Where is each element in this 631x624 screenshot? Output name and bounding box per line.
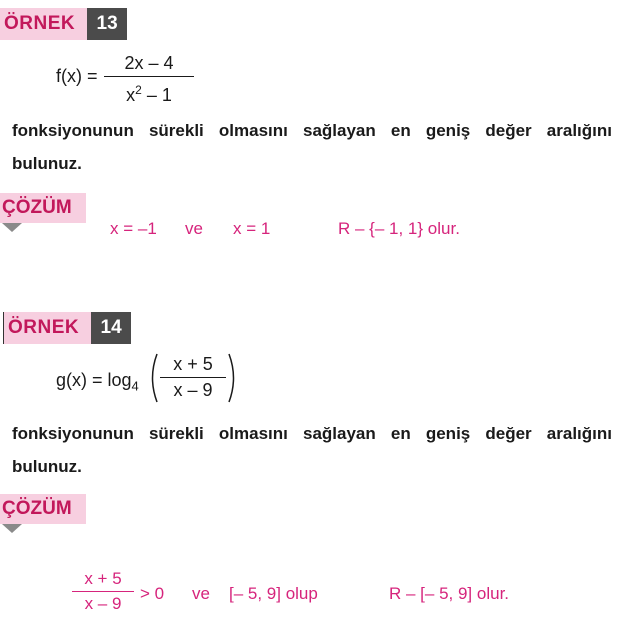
log-base: 4 [131, 378, 139, 394]
denominator-rest: – 1 [141, 85, 172, 105]
function-g-lhs [56, 370, 139, 394]
question-14-line1: fonksiyonunun sürekli olmasını sağlayan en geniş değer aralığını [12, 424, 612, 443]
fraction-numerator: 2x – 4 [124, 53, 174, 73]
log-argument-fraction [160, 354, 226, 401]
example-label: ÖRNEK [4, 312, 91, 344]
solution-14-result: R – [– 5, 9] olur. [389, 584, 510, 603]
log-text: g(x) = log [56, 370, 132, 390]
denominator-base: x [126, 85, 136, 105]
function-f-fraction [104, 52, 194, 105]
function-f-lhs: f(x) = [56, 66, 98, 86]
solution-13-header: ÇÖZÜM [0, 193, 86, 223]
solution-13-part3: x = 1 [233, 219, 271, 238]
solution-14-fraction [72, 569, 134, 614]
example-number: 13 [87, 8, 127, 40]
question-13-line1: fonksiyonunun sürekli olmasını sağlayan en geniş değer aralığını [12, 121, 612, 140]
solution-13-part2: ve [185, 219, 203, 238]
right-paren-icon [226, 352, 240, 404]
fraction-denominator: x – 9 [84, 594, 122, 613]
question-13-line2: bulunuz. [12, 154, 82, 173]
example-label: ÖRNEK [0, 8, 87, 40]
question-14 [12, 417, 612, 483]
example-13-header [0, 8, 127, 40]
question-14-line2: bulunuz. [12, 457, 82, 476]
denominator-exponent: 2 [135, 83, 142, 97]
solution-14-ve: ve [192, 584, 210, 603]
solution-13-part1: x = –1 [110, 219, 157, 238]
solution-arrow-icon [2, 524, 22, 533]
example-14-header [3, 312, 131, 344]
solution-14-interval: [– 5, 9] olup [229, 584, 318, 603]
solution-14-inequality: > 0 [140, 584, 165, 603]
fraction-numerator: x + 5 [84, 569, 122, 588]
example-number: 14 [91, 312, 131, 344]
fraction-denominator [104, 77, 194, 105]
fraction-denominator: x – 9 [173, 380, 213, 400]
solution-13-result: R – {– 1, 1} olur. [338, 219, 460, 238]
left-paren-icon [146, 352, 160, 404]
fraction-numerator: x + 5 [173, 354, 213, 374]
question-13 [12, 114, 612, 180]
solution-arrow-icon [2, 223, 22, 232]
solution-14-header: ÇÖZÜM [0, 494, 86, 524]
